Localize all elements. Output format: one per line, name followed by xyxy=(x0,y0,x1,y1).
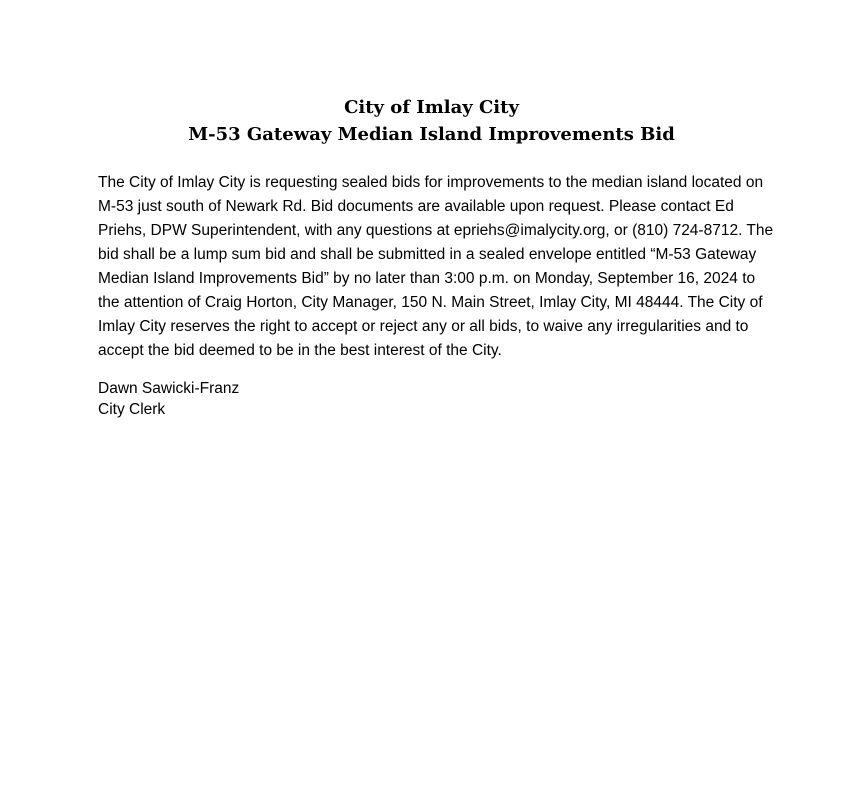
signature-block xyxy=(98,378,498,420)
header-city-name: City of Imlay City xyxy=(344,97,519,118)
signature-title: City Clerk xyxy=(98,401,166,418)
header-bid-title: M-53 Gateway Median Island Improvements Bid xyxy=(188,124,675,145)
signature-name: Dawn Sawicki-Franz xyxy=(98,380,240,397)
document-header xyxy=(0,94,863,148)
notice-paragraph: The City of Imlay City is requesting sealed bids for improvements to the median island located on M-53 just south of Newark Rd. Bid documents are available upon request. Please contact Ed Priehs, DPW Superintendent, with any questions at epriehs@imalycity.org, or (810) 724-8712. The bid shall be a lump sum bid and shall be submitted in a sealed envelope entitled “M-53 Gateway Median Island Improvements Bid” by no later than 3:00 p.m. on Monday, September 16, 2024 to the attention of Craig Horton, City Manager, 150 N. Main Street, Imlay City, MI 48444. The City of Imlay City reserves the right to accept or reject any or all bids, to waive any irregularities and to accept the bid deemed to be in the best interest of the City. xyxy=(98,174,774,359)
